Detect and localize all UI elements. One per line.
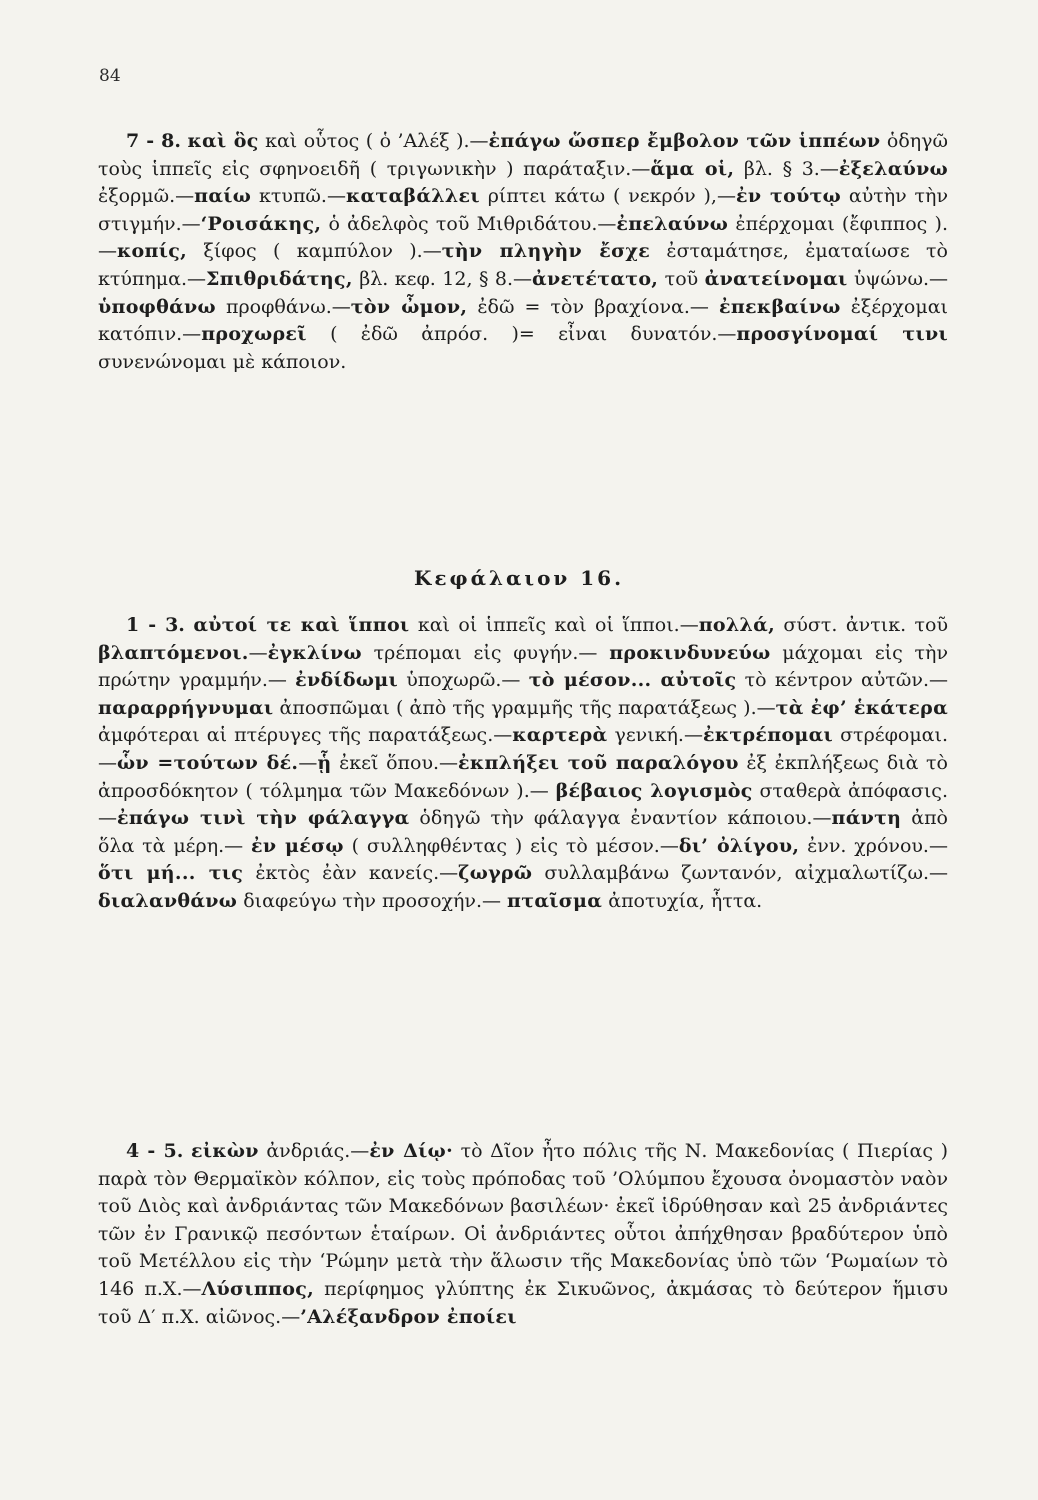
lemma: τὸν ὦμον, [350,295,468,318]
lemma: αὐτοί τε καὶ ἵπποι [193,614,410,636]
gloss: τὸ Δῖον ἦτο πόλις τῆς Ν. Μακεδονίας ( Πιερίας ) παρὰ τὸν Θερμαϊκὸν κόλπον, εἰς τοὺς πρόποδας τοῦ ’Ολύμπου ἔχουσα ὀνομαστὸν ναὸν τοῦ Διὸς καὶ ἀνδριάντας τῶν Μακεδόνων βασιλέων· ἐκεῖ ἱδρύθησαν καὶ 25 ἀνδριάντες τῶν ἐν Γρανικῷ πεσόντων ἑταίρων. Οἱ ἀνδριάντες οὗτοι ἀπήχθησαν βραδύτερον ὑπὸ τοῦ Μετέλλου εἰς τὴν ‘Ρώμην μετὰ τὴν ἅλωσιν τῆς Μακεδονίας ὑπὸ τῶν ‘Ρωμαίων τὸ 146 π.Χ.— [98,1140,949,1300]
paragraph-7-8 [98,128,948,376]
lemma: διαλανθάνω [98,889,238,912]
gloss: στρέφομαι.— [98,724,948,774]
section-number: 4 - 5. [126,1140,184,1162]
lemma: ἐν Δίῳ· [369,1140,453,1162]
page-number: 84 [99,66,121,86]
lemma: ὑποφθάνω [98,295,216,318]
gloss: τρέπομαι εἰς φυγήν.— [361,641,610,664]
lemma: ἐπάγω ὥσπερ ἔμβολον τῶν ἱππέων [488,130,881,152]
gloss: ἐξ ἐκπλήξεως διὰ τὸ ἀπροσδόκητον ( τόλμημα τῶν Μακεδόνων ).— [98,751,948,802]
gloss: σύστ. ἀντικ. τοῦ [774,614,949,636]
lemma: προσγίνομαί τινι [736,323,948,346]
gloss: ( ἐδῶ ἀπρόσ. )= εἶναι δυνατόν.— [306,323,737,346]
gloss: ἀπὸ ὅλα τὰ μέρη.— [98,807,948,857]
lemma: ἀνατείνομαι [704,267,848,290]
gloss: διαφεύγω τὴν προσοχήν.— [237,889,508,912]
gloss: ὁδηγῶ τὴν φάλαγγα ἐναντίον κάποιου.— [409,807,832,830]
paragraph-1-3 [98,612,948,916]
lemma: τὰ ἐφ’ ἑκάτερα [775,696,948,719]
gloss: ἀνδριάς.— [258,1140,370,1162]
lemma: καὶ ὃς [187,130,259,152]
lemma: ἐκπλήξει τοῦ παραλόγου [458,751,739,774]
gloss: — [298,751,318,774]
gloss: ἀποσπῶμαι ( ἀπὸ τῆς γραμμῆς τῆς παρατάξεως ).— [273,696,776,719]
lemma: ἐπεκβαίνω [719,295,841,318]
gloss: ὁ ἀδελφὸς τοῦ Μιθριδάτου.— [321,212,617,235]
lemma: τὸ μέσον... αὐτοῖς [528,669,737,692]
gloss: σταθερὰ ἀπόφασις.— [98,779,948,830]
gloss: ( συλληφθέντας ) εἰς τὸ μέσον.— [343,834,679,857]
paragraph-4-5 [98,1138,948,1331]
lemma: ζωγρῶ [458,862,533,885]
lemma: ἅμα οἱ, [650,157,735,180]
lemma: βλαπτόμενοι. [98,641,249,664]
lemma: πταῖσμα [507,889,603,912]
lemma: καταβάλλει [345,185,480,208]
gloss: τοῦ [658,267,705,290]
lemma: πολλά, [698,614,775,636]
lemma: πάντη [831,807,902,830]
lemma: ἐπελαύνω [616,212,729,235]
gloss: βλ. § 3.— [734,157,839,180]
lemma: ἐξελαύνω [838,157,949,180]
gloss: ἐκτὸς ἐὰν κανείς.— [243,862,459,885]
paragraph-text [98,1138,948,1331]
paragraph-text [98,128,948,376]
gloss: αὐτὴν τὴν στιγμήν.— [98,185,948,235]
lemma: προκινδυνεύω [609,641,771,664]
gloss: συλλαμβάνω ζωντανόν, αἰχμαλωτίζω.— [532,862,948,885]
lemma: ἐν τούτῳ [735,185,842,208]
lemma: ὅτι μή... τις [98,862,244,885]
gloss: ἐκεῖ ὅπου.— [331,751,459,774]
gloss: ὑψώνω.— [847,267,948,290]
lemma: ὧν =τούτων δέ. [117,751,299,774]
gloss: προφθάνω.— [215,295,351,318]
lemma: παραρρήγνυμαι [98,696,274,719]
lemma: ἐγκλίνω [267,641,362,664]
gloss: ἐξέρχομαι κατόπιν.— [98,295,948,346]
gloss: ἐδῶ = τὸν βραχίονα.— [467,295,719,318]
lemma: Σπιθριδάτης, [206,267,353,290]
gloss: — [248,641,268,664]
gloss: καὶ οἱ ἱππεῖς καὶ οἱ ἵπποι.— [409,614,699,636]
gloss: ξίφος ( καμπύλον ).— [187,240,442,263]
paragraph-text [98,612,948,916]
lemma: καρτερὰ [512,724,608,747]
lemma: βέβαιος λογισμὸς [555,779,753,802]
gloss: ἐσταμάτησε, ἐματαίωσε τὸ κτύπημα.— [98,240,948,290]
section-number: 7 - 8. [126,130,182,152]
lemma: κοπίς, [117,240,187,263]
gloss: γενική.— [607,724,703,747]
gloss: ἐνν. χρόνου.— [799,834,948,857]
lemma: τὴν πληγὴν ἔσχε [441,240,651,263]
lemma: ἐνδίδωμι [295,669,398,692]
gloss: συνενώνομαι μὲ κάποιον. [98,350,347,373]
gloss: ἐπέρχομαι (ἔφιππος ).— [98,212,948,263]
gloss: ἐξορμῶ.— [98,185,195,208]
section-number: 1 - 3. [126,614,185,636]
chapter-heading: Κεφάλαιον 16. [413,566,625,590]
lemma: εἰκὼν [190,1140,259,1162]
lemma: ἐπάγω τινὶ τὴν φάλαγγα [117,807,410,830]
gloss: ὑποχωρῶ.— [398,669,529,692]
gloss: ρίπτει κάτω ( νεκρόν ),— [479,185,736,208]
gloss: περίφημος γλύπτης ἐκ Σικυῶνος, ἀκμάσας τὸ δεύτερον ἥμισυ τοῦ Δ′ π.Χ. αἰῶνος.— [98,1277,948,1328]
lemma: δι’ ὀλίγου, [678,834,800,857]
gloss: τὸ κέντρον αὐτῶν.— [736,669,949,692]
lemma: ἐν μέσῳ [250,834,344,857]
gloss: καὶ οὗτος ( ὁ ’Αλέξ ).— [258,130,489,152]
gloss: ἀποτυχία, ἧττα. [602,889,763,912]
lemma: παίω [194,185,252,208]
lemma: ‘Ροισάκης, [200,212,322,235]
gloss: μάχομαι εἰς τὴν πρώτην γραμμήν.— [98,641,948,692]
lemma: ’Αλέξανδρον ἐποίει [300,1305,517,1328]
lemma: προχωρεῖ [201,323,307,346]
gloss: βλ. κεφ. 12, § 8.— [352,267,533,290]
lemma: ἐκτρέπομαι [702,724,834,747]
gloss: κτυπῶ.— [251,185,346,208]
gloss: ἀμφότεραι αἱ πτέρυγες τῆς παρατάξεως.— [98,724,513,747]
lemma: Λύσιππος, [201,1277,314,1300]
gloss: ὁδηγῶ τοὺς ἱππεῖς εἰς σφηνοειδῆ ( τριγωνικὴν ) παράταξιν.— [98,130,948,180]
lemma: ἀνετέτατο, [532,267,659,290]
lemma: ᾗ [317,751,332,774]
